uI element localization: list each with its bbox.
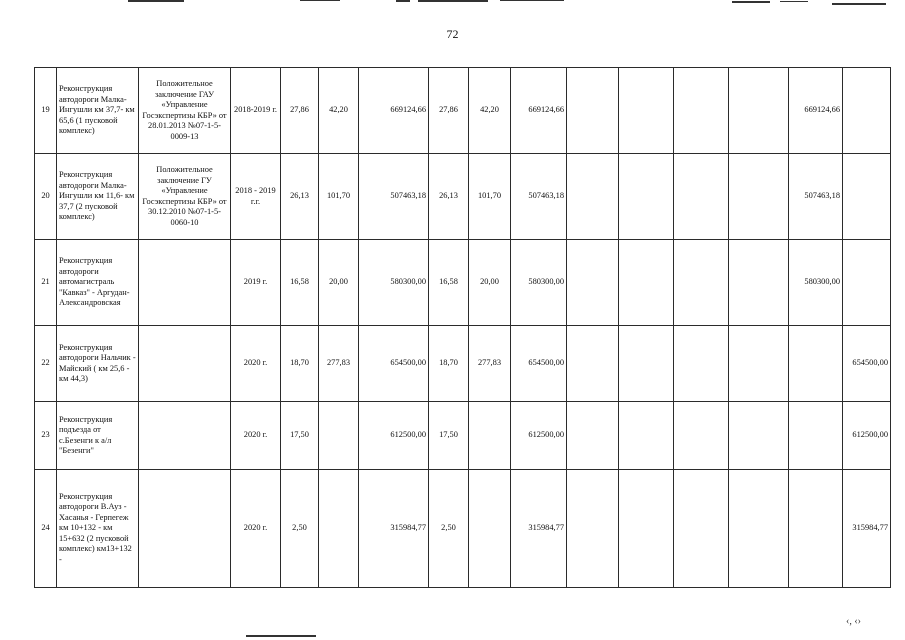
cell-empty <box>567 154 619 240</box>
road-reconstruction-table <box>34 67 891 588</box>
cell-year-2019: 580300,00 <box>789 240 843 326</box>
cell-empty <box>567 68 619 154</box>
cell-sum2: 507463,18 <box>511 154 567 240</box>
cell-period: 2020 г. <box>231 326 281 402</box>
cell-sum2: 315984,77 <box>511 470 567 588</box>
cell-num: 22 <box>35 326 57 402</box>
cell-cost2 <box>469 402 511 470</box>
cell-empty <box>674 154 729 240</box>
cell-cost1: 277,83 <box>319 326 359 402</box>
cell-cost1 <box>319 402 359 470</box>
scan-mark <box>300 0 340 1</box>
cell-cost2: 101,70 <box>469 154 511 240</box>
cell-conclusion <box>139 470 231 588</box>
cell-cost2: 42,20 <box>469 68 511 154</box>
cell-name: Реконструкция автодороги В.Ауз - Хасанья - Герпегеж км 10+132 - км 15+632 (2 пусковой комплекс) км13+132 - <box>57 470 139 588</box>
cell-sum2: 580300,00 <box>511 240 567 326</box>
cell-empty <box>567 326 619 402</box>
cell-empty <box>619 240 674 326</box>
scan-mark <box>418 0 488 2</box>
cell-year-2020 <box>843 240 891 326</box>
cell-empty <box>674 402 729 470</box>
cell-name: Реконструкция автодороги Малка-Ингушли км 37,7- км 65,6 (1 пусковой комплекс) <box>57 68 139 154</box>
cell-sum2: 654500,00 <box>511 326 567 402</box>
cell-year-2020 <box>843 68 891 154</box>
cell-length2: 16,58 <box>429 240 469 326</box>
cell-empty <box>674 470 729 588</box>
cell-period: 2020 г. <box>231 402 281 470</box>
cell-length2: 27,86 <box>429 68 469 154</box>
scan-mark <box>396 0 410 2</box>
cell-year-2018 <box>729 402 789 470</box>
cell-cost2 <box>469 470 511 588</box>
cell-year-2018 <box>729 154 789 240</box>
cell-conclusion: Положительное заключение ГУ «Управление Госэкспертизы КБР» от 30.12.2010 №07-1-5-0060-10 <box>139 154 231 240</box>
cell-conclusion <box>139 240 231 326</box>
scan-mark <box>500 0 564 1</box>
cell-length2: 2,50 <box>429 470 469 588</box>
cell-year-2020: 612500,00 <box>843 402 891 470</box>
cell-empty <box>567 470 619 588</box>
cell-period: 2018 - 2019 г.г. <box>231 154 281 240</box>
cell-cost2: 20,00 <box>469 240 511 326</box>
table-row <box>35 470 891 588</box>
cell-year-2019 <box>789 402 843 470</box>
cell-sum1: 315984,77 <box>359 470 429 588</box>
cell-conclusion: Положительное заключение ГАУ «Управление Госэкспертизы КБР» от 28.01.2013 №07-1-5-0009-13 <box>139 68 231 154</box>
cell-sum1: 507463,18 <box>359 154 429 240</box>
cell-cost1 <box>319 470 359 588</box>
cell-num: 19 <box>35 68 57 154</box>
table-body <box>35 68 891 588</box>
cell-sum2: 669124,66 <box>511 68 567 154</box>
cell-year-2020: 315984,77 <box>843 470 891 588</box>
scan-mark <box>832 3 886 5</box>
cell-year-2019: 669124,66 <box>789 68 843 154</box>
cell-length1: 16,58 <box>281 240 319 326</box>
cell-year-2020 <box>843 154 891 240</box>
cell-sum1: 654500,00 <box>359 326 429 402</box>
cell-conclusion <box>139 402 231 470</box>
cell-empty <box>674 326 729 402</box>
cell-conclusion <box>139 326 231 402</box>
cell-cost2: 277,83 <box>469 326 511 402</box>
cell-year-2020: 654500,00 <box>843 326 891 402</box>
cell-sum2: 612500,00 <box>511 402 567 470</box>
cell-length2: 17,50 <box>429 402 469 470</box>
cell-empty <box>674 68 729 154</box>
cell-cost1: 101,70 <box>319 154 359 240</box>
cell-empty <box>619 68 674 154</box>
cell-year-2019: 507463,18 <box>789 154 843 240</box>
cell-length2: 26,13 <box>429 154 469 240</box>
cell-num: 21 <box>35 240 57 326</box>
corner-mark: ‹, ‹› <box>846 616 861 627</box>
cell-period: 2020 г. <box>231 470 281 588</box>
scan-mark <box>246 635 316 637</box>
cell-year-2018 <box>729 326 789 402</box>
table-row <box>35 402 891 470</box>
table-row <box>35 68 891 154</box>
cell-sum1: 612500,00 <box>359 402 429 470</box>
cell-sum1: 669124,66 <box>359 68 429 154</box>
cell-period: 2018-2019 г. <box>231 68 281 154</box>
cell-empty <box>674 240 729 326</box>
cell-year-2018 <box>729 470 789 588</box>
page-number: 72 <box>446 27 459 41</box>
cell-period: 2019 г. <box>231 240 281 326</box>
cell-empty <box>567 402 619 470</box>
cell-empty <box>619 470 674 588</box>
cell-year-2019 <box>789 470 843 588</box>
cell-name: Реконструкция подъезда от с.Безенги к а/л "Безенги" <box>57 402 139 470</box>
cell-name: Реконструкция автодороги Нальчик - Майский ( км 25,6 - км 44,3) <box>57 326 139 402</box>
cell-cost1: 42,20 <box>319 68 359 154</box>
scan-mark <box>780 1 808 2</box>
cell-empty <box>619 402 674 470</box>
scan-mark <box>128 0 184 2</box>
table-row <box>35 154 891 240</box>
table-row <box>35 326 891 402</box>
table-row <box>35 240 891 326</box>
cell-length1: 17,50 <box>281 402 319 470</box>
cell-sum1: 580300,00 <box>359 240 429 326</box>
cell-length1: 26,13 <box>281 154 319 240</box>
cell-empty <box>567 240 619 326</box>
scan-mark <box>732 1 770 3</box>
cell-length1: 27,86 <box>281 68 319 154</box>
cell-length1: 2,50 <box>281 470 319 588</box>
cell-num: 23 <box>35 402 57 470</box>
cell-num: 20 <box>35 154 57 240</box>
cell-num: 24 <box>35 470 57 588</box>
cell-name: Реконструкция автодороги Малка-Ингушли км 11,6- км 37,7 (2 пусковой комплекс) <box>57 154 139 240</box>
cell-cost1: 20,00 <box>319 240 359 326</box>
cell-year-2019 <box>789 326 843 402</box>
cell-empty <box>619 326 674 402</box>
cell-length1: 18,70 <box>281 326 319 402</box>
cell-name: Реконструкция автодороги автомагистраль "Кавказ" - Аргудан-Александровская <box>57 240 139 326</box>
cell-length2: 18,70 <box>429 326 469 402</box>
cell-empty <box>619 154 674 240</box>
cell-year-2018 <box>729 240 789 326</box>
cell-year-2018 <box>729 68 789 154</box>
